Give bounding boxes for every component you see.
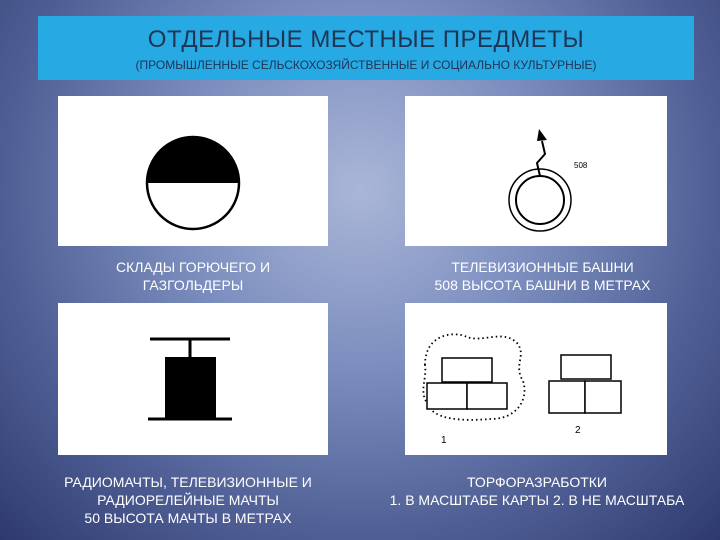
tv-tower-caption <box>405 258 680 294</box>
peat-block-2-left <box>549 381 585 413</box>
radio-caption-line2: РАДИОРЕЛЕЙНЫЕ МАЧТЫ <box>97 492 279 508</box>
peat-block-1-right <box>467 383 507 409</box>
tv-tower-symbol <box>405 96 667 246</box>
radio-mast-body <box>165 357 216 419</box>
radio-caption-line3: 50 ВЫСОТА МАЧТЫ В МЕТРАХ <box>84 510 292 526</box>
tv-tower-arrowhead <box>537 129 547 141</box>
tv-caption-line1: ТЕЛЕВИЗИОННЫЕ БАШНИ <box>451 259 634 275</box>
radio-mast-panel <box>58 303 328 455</box>
fuel-caption-line2: ГАЗГОЛЬДЕРЫ <box>142 277 244 293</box>
tv-tower-lightning <box>537 141 545 176</box>
peat-panel <box>405 303 667 455</box>
radio-mast-symbol <box>58 303 328 455</box>
peat-block-2-top <box>561 355 611 379</box>
tv-tower-outer-circle <box>509 169 571 231</box>
peat-caption-line2: 1. В МАСШТАБЕ КАРТЫ 2. В НЕ МАСШТАБА <box>389 492 685 508</box>
tv-caption-line2: 508 ВЫСОТА БАШНИ В МЕТРАХ <box>434 277 651 293</box>
page-title: ОТДЕЛЬНЫЕ МЕСТНЫЕ ПРЕДМЕТЫ <box>147 26 585 53</box>
fuel-depot-symbol <box>58 96 328 246</box>
radio-mast-caption <box>28 473 348 527</box>
peat-symbol <box>405 303 667 455</box>
title-box <box>38 16 694 80</box>
fuel-depot-caption <box>58 258 328 294</box>
peat-caption <box>362 473 712 509</box>
peat-block-1-left <box>427 383 467 409</box>
tv-tower-inner-circle <box>516 176 564 224</box>
tv-tower-height-label: 508 <box>574 161 588 170</box>
tv-tower-panel <box>405 96 667 246</box>
radio-caption-line1: РАДИОМАЧТЫ, ТЕЛЕВИЗИОННЫЕ И <box>64 474 312 490</box>
peat-caption-line1: ТОРФОРАЗРАБОТКИ <box>467 474 607 490</box>
fuel-caption-line1: СКЛАДЫ ГОРЮЧЕГО И <box>115 259 271 275</box>
peat-block-1-top <box>442 358 492 382</box>
fuel-depot-top-half <box>146 136 240 183</box>
page-subtitle: (ПРОМЫШЛЕННЫЕ СЕЛЬСКОХОЗЯЙСТВЕННЫЕ И СОЦИАЛЬНО КУЛЬТУРНЫЕ) <box>135 58 597 72</box>
peat-block-2-right <box>585 381 621 413</box>
peat-label-2: 2 <box>575 425 581 436</box>
fuel-depot-panel <box>58 96 328 246</box>
peat-label-1: 1 <box>441 435 447 446</box>
